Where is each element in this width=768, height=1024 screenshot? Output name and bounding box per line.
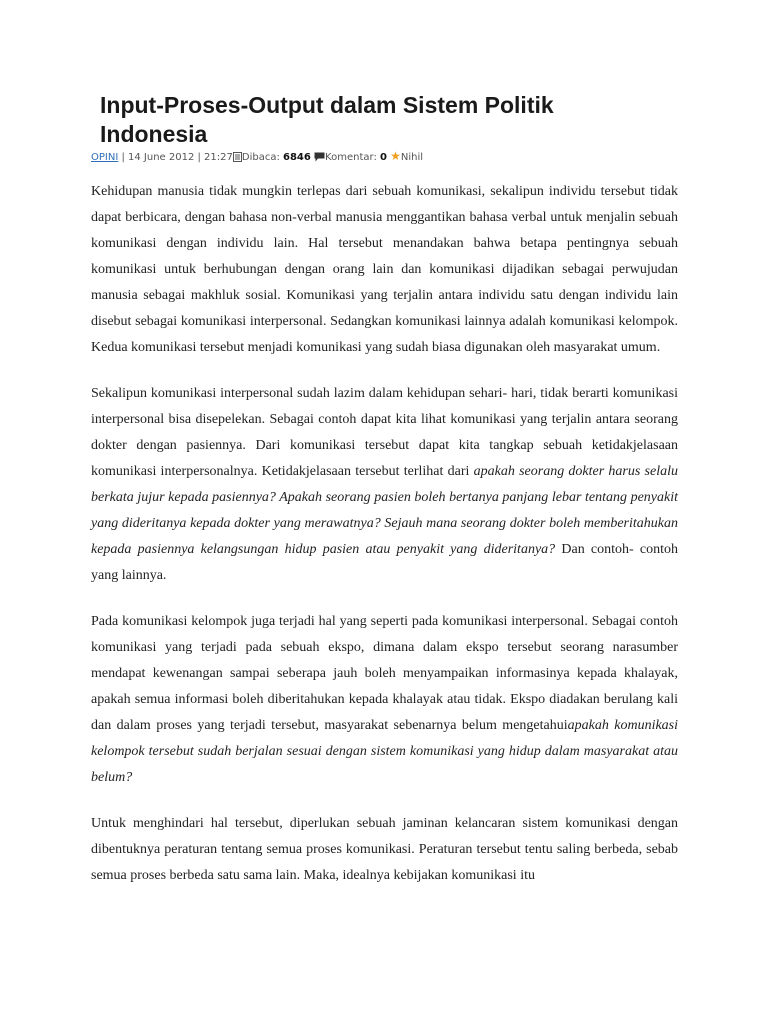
read-label: Dibaca: — [241, 152, 280, 163]
paragraph-3-italic: apakah komunikasi kelompok tersebut sudah berjalan sesuai dengan sistem komunikasi yang hidup dalam masyarakat atau belum? — [91, 718, 679, 785]
document-icon — [233, 152, 242, 168]
paragraph-3 — [91, 609, 678, 791]
paragraph-2-end: Dan contoh- contoh yang lainnya. — [91, 542, 678, 583]
article-meta — [91, 148, 691, 168]
paragraph-2-text: Sekalipun komunikasi interpersonal sudah lazim dalam kehidupan sehari- hari, tidak berarti komunikasi interpersonal bisa disepelekan. Sebagai contoh dapat kita lihat komunikasi yang terjalin antara seorang dokter dengan pasiennya. Dari komunikasi tersebut dapat kita tangkap sebuah ketidakjelasaan komunikasi interpersonalnya. Ketidakjelasaan tersebut terlihat dari — [91, 386, 678, 479]
paragraph-1: Kehidupan manusia tidak mungkin terlepas dari sebuah komunikasi, sekalipun individu tersebut tidak dapat berbicara, dengan bahasa non-verbal manusia menggantikan bahasa verbal untuk menjalin sebuah komunikasi dengan individu lain. Hal tersebut menandakan bahwa betapa pentingnya sebuah komunikasi untuk berhubungan dengan orang lain dan komunikasi dijadikan sebagai perwujudan manusia sebagai makhluk sosial. Komunikasi yang terjalin antara individu satu dengan individu lain disebut sebagai komunikasi interpersonal. Sedangkan komunikasi lainnya adalah komunikasi kelompok. Kedua komunikasi tersebut menjadi komunikasi yang sudah biasa digunakan oleh masyarakat umum. — [91, 184, 678, 355]
star-icon: ★ — [390, 149, 401, 163]
paragraph-2 — [91, 381, 678, 589]
paragraph-3-text: Pada komunikasi kelompok juga terjadi hal yang seperti pada komunikasi interpersonal. Sebagai contoh komunikasi yang terjadi pada sebuah ekspo, dimana dalam ekspo tersebut seorang narasumber mendapat kewenangan sampai seberapa jauh boleh menyampaikan informasinya kepada khalayak, apakah semua informasi boleh diberitahukan kepada khalayak atau tidak. Ekspo diadakan berulang kali dan dalam proses yang terjadi tersebut, masyarakat sebenarnya belum mengetahui — [91, 614, 678, 733]
comment-icon — [314, 152, 325, 168]
read-count: 6846 — [283, 152, 311, 163]
comment-label: Komentar: — [325, 152, 377, 163]
category-link[interactable]: OPINI — [91, 152, 119, 163]
paragraph-2-italic: apakah seorang dokter harus selalu berkata jujur kepada pasiennya? Apakah seorang pasien boleh bertanya panjang lebar tentang penyakit yang dideritanya kepada dokter yang merawatnya? Sejauh mana seorang dokter boleh memberitahukan kepada pasiennya kelangsungan hidup pasien atau penyakit yang dideritanya? — [91, 464, 678, 557]
article-date: | 14 June 2012 | 21:27 — [121, 152, 233, 163]
comment-count: 0 — [380, 152, 387, 163]
article-body — [91, 179, 678, 909]
paragraph-4: Untuk menghindari hal tersebut, diperlukan sebuah jaminan kelancaran sistem komunikasi dengan dibentuknya peraturan tentang semua proses komunikasi. Peraturan tersebut tentu saling berbeda, sebab semua proses berbeda satu sama lain. Maka, idealnya kebijakan komunikasi itu — [91, 816, 678, 883]
article-title: Input-Proses-Output dalam Sistem Politik Indonesia — [100, 92, 554, 147]
rating-label: Nihil — [400, 152, 424, 163]
